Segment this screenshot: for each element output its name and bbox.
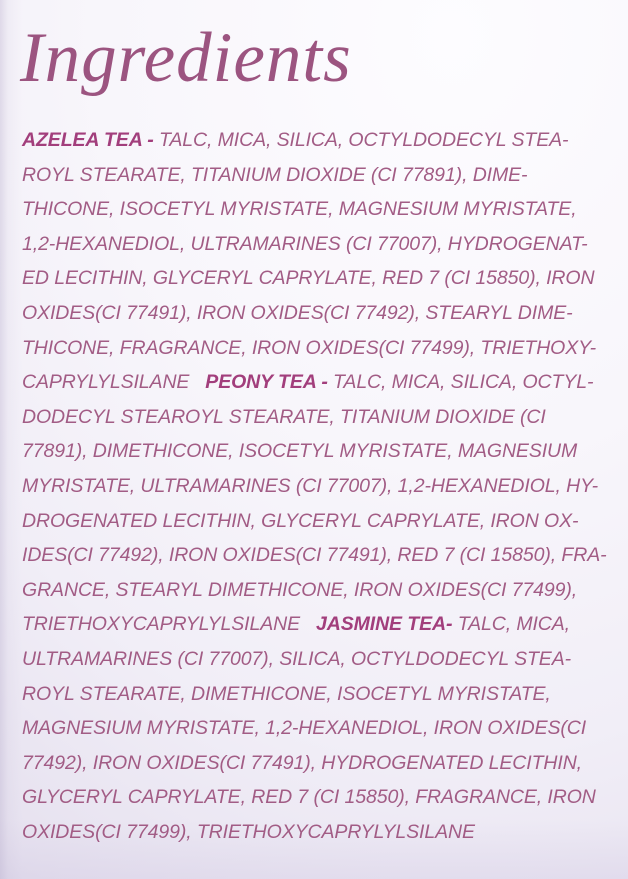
- ingredient-text: DODECYL STEAROYL STEARATE, TITANIUM DIOXIDE (CI: [22, 405, 546, 428]
- ingredient-text: ROYL STEARATE, DIMETHICONE, ISOCETYL MYRISTATE,: [22, 682, 551, 705]
- ingredient-text: THICONE, ISOCETYL MYRISTATE, MAGNESIUM MYRISTATE,: [22, 198, 577, 221]
- ingredient-line: [22, 780, 624, 815]
- ingredient-text: TALC, MICA, SILICA, OCTYLDODECYL STEA-: [159, 129, 569, 151]
- ingredient-line: [22, 504, 624, 539]
- ingredient-text: ROYL STEARATE, TITANIUM DIOXIDE (CI 77891), DIME-: [22, 163, 528, 186]
- ingredient-line: [22, 331, 624, 366]
- ingredient-text: THICONE, FRAGRANCE, IRON OXIDES(CI 77499), TRIETHOXY-: [22, 336, 597, 359]
- ingredient-text: ED LECITHIN, GLYCERYL CAPRYLATE, RED 7 (CI 15850), IRON: [22, 267, 595, 290]
- ingredient-line: [22, 746, 624, 781]
- ingredient-text: 77891), DIMETHICONE, ISOCETYL MYRISTATE, MAGNESIUM: [22, 440, 578, 463]
- ingredient-line: [22, 192, 624, 227]
- ingredients-text: [22, 123, 624, 849]
- ingredient-line: [22, 123, 624, 158]
- ingredient-text: TRIETHOXYCAPRYLYLSILANE: [22, 613, 316, 636]
- ingredient-line: [22, 434, 624, 469]
- ingredient-line: [22, 261, 624, 296]
- ingredient-line: [22, 296, 624, 331]
- ingredient-line: [22, 469, 624, 504]
- ingredient-text: 77492), IRON OXIDES(CI 77491), HYDROGENATED LECITHIN,: [22, 751, 582, 774]
- ingredient-line: [22, 573, 624, 608]
- ingredient-line: [22, 607, 624, 642]
- ingredient-text: CAPRYLYLSILANE: [22, 371, 206, 394]
- ingredient-text: TALC, MICA,: [457, 613, 571, 636]
- ingredient-text: OXIDES(CI 77491), IRON OXIDES(CI 77492), STEARYL DIME-: [22, 301, 573, 324]
- product-name: AZELEA TEA -: [22, 129, 159, 151]
- ingredient-line: [22, 227, 624, 262]
- ingredient-text: DROGENATED LECITHIN, GLYCERYL CAPRYLATE, IRON OX-: [22, 509, 579, 532]
- product-name: PEONY TEA -: [205, 371, 334, 394]
- ingredient-text: MYRISTATE, ULTRAMARINES (CI 77007), 1,2-HEXANEDIOL, HY-: [22, 474, 599, 497]
- ingredient-line: [22, 642, 624, 677]
- ingredient-line: [22, 158, 624, 193]
- ingredient-text: 1,2-HEXANEDIOL, ULTRAMARINES (CI 77007), HYDROGENAT-: [22, 232, 588, 255]
- ingredient-line: [22, 677, 624, 712]
- ingredient-line: [22, 365, 624, 400]
- ingredient-text: ULTRAMARINES (CI 77007), SILICA, OCTYLDODECYL STEA-: [22, 647, 571, 670]
- ingredient-text: GLYCERYL CAPRYLATE, RED 7 (CI 15850), FRAGRANCE, IRON: [22, 786, 596, 809]
- product-name: JASMINE TEA-: [315, 613, 458, 636]
- ingredient-line: [22, 711, 624, 746]
- ingredient-line: [22, 400, 624, 435]
- ingredient-text: IDES(CI 77492), IRON OXIDES(CI 77491), RED 7 (CI 15850), FRA-: [22, 544, 607, 567]
- ingredient-text: MAGNESIUM MYRISTATE, 1,2-HEXANEDIOL, IRON OXIDES(CI: [22, 717, 587, 740]
- page-title: Ingredients: [20, 19, 352, 97]
- ingredient-text: OXIDES(CI 77499), TRIETHOXYCAPRYLYLSILANE: [22, 820, 475, 843]
- ingredient-text: TALC, MICA, SILICA, OCTYL-: [333, 371, 594, 394]
- ingredient-line: [22, 538, 624, 573]
- ingredient-line: [22, 815, 624, 850]
- ingredient-text: GRANCE, STEARYL DIMETHICONE, IRON OXIDES(CI 77499),: [22, 578, 578, 601]
